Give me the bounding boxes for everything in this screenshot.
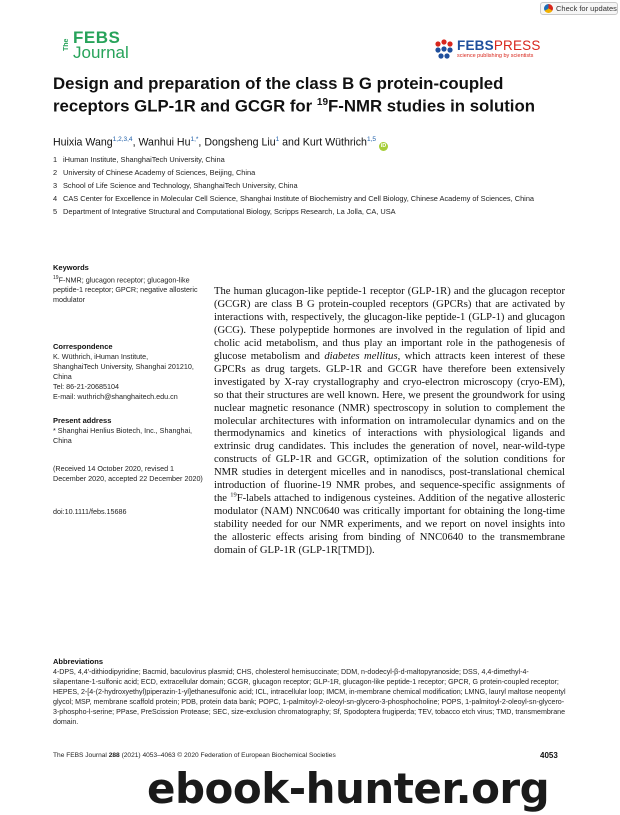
abstract-part-3: F-labels attached to indigenous cysteines. Addition of the negative allosteric modulator (NAM) NNC0640 was critically important for obtaining the long-time stability needed for our NMR experiments, and we report on novel insights into the allosteric effects arising from binding of NNC0640 to the transmembrane domain of GLP-1R (GLP-1R[TMD]). — [214, 493, 566, 557]
journal-logo-name: FEBS — [73, 28, 121, 47]
affiliation-number: 1 — [53, 155, 58, 164]
journal-logo-subtitle: Journal — [73, 43, 129, 62]
abbreviations-heading: Abbreviations — [53, 657, 104, 666]
abbreviations-text: 4-DPS, 4,4′-dithiodipyridine; Bacmid, baculovirus plasmid; CHS, cholesterol hemisuccinate; DDM, n-dodecyl-β-d-maltopyranoside; DSS, 4,4-dimethyl-4-silapentane-1-sulfonic acid; ECD, extracellular domain; GCGR, glucagon receptor; GLP-1R, glucagon-like peptide-1 receptor; GPCR, G protein-coupled receptor; HEPES, 2-[4-(2-hydroxyethyl)piperazin-1-yl]ethanesulfonic acid; ICL, intracellular loop; IMCM, in-membrane chemical modification; LMNG, lauryl maltose neopentyl glycol; MSP, membrane scaffold protein; PDB, protein data bank; POPC, 1-palmitoyl-2-oleoyl-sn-glycero-3-phosphocholine; POPS, 1-palmitoyl-2-oleoyl-sn-glycero-3-phospho-l-serine; PPase, PreScission Protease; SEC, size-exclusion chromatography; Sf, Spodoptera frugiperda; TEV, tobacco etch virus; TMD, transmembrane domain. — [53, 668, 566, 727]
author-separator: , — [132, 136, 139, 149]
orcid-icon[interactable]: iD — [380, 142, 387, 149]
article-title — [53, 74, 563, 116]
correspondence-line: ShanghaiTech University, Shanghai 201210, — [53, 362, 194, 371]
press-logo-press: PRESS — [493, 38, 541, 53]
abstract-italic: diabetes mellitus — [324, 350, 398, 362]
author-name[interactable]: Wanhui Hu — [138, 136, 191, 149]
febs-journal-logo — [63, 29, 133, 63]
correspondence-email[interactable]: E-mail: wuthrich@shanghaitech.edu.cn — [53, 392, 178, 401]
keywords-block — [53, 263, 203, 305]
present-address-block — [53, 416, 203, 446]
author-affiliation-sup[interactable]: 1,2,3,4 — [112, 136, 133, 143]
keywords-heading: Keywords — [53, 263, 89, 272]
check-for-updates-button[interactable] — [540, 2, 618, 15]
author-list — [53, 133, 573, 151]
affiliation-number: 3 — [53, 181, 58, 190]
check-updates-icon — [544, 4, 553, 13]
title-end: F-NMR studies in solution — [328, 96, 535, 116]
author-name[interactable]: Huixia Wang — [53, 136, 113, 149]
febs-press-dots-icon — [433, 38, 455, 60]
abstract-text — [214, 286, 565, 558]
affiliation-text: University of Chinese Academy of Sciences, Beijing, China — [63, 168, 256, 177]
affiliation-number: 5 — [53, 207, 58, 216]
affiliation-list — [53, 155, 563, 220]
author-affiliation-sup[interactable]: 1,* — [190, 136, 199, 143]
press-logo-name — [457, 38, 541, 53]
correspondence-block — [53, 342, 203, 402]
author-separator: and — [279, 136, 303, 149]
check-updates-label: Check for updates — [556, 4, 617, 13]
author-affiliation-sup[interactable]: 1 — [275, 136, 280, 143]
title-main: Design and preparation of the class B G protein-coupled receptors GLP-1R and GCGR for — [53, 74, 504, 116]
author-separator: , — [198, 136, 205, 149]
affiliation-text: School of Life Science and Technology, ShanghaiTech University, China — [63, 181, 298, 190]
affiliation-number: 2 — [53, 168, 58, 177]
author-name[interactable]: Dongsheng Liu — [204, 136, 276, 149]
received-dates: (Received 14 October 2020, revised 1 December 2020, accepted 22 December 2020) — [53, 464, 203, 483]
footer-rest: (2021) 4053–4063 © 2020 Federation of European Biochemical Societies — [119, 752, 336, 759]
correspondence-line: K. Wüthrich, iHuman Institute, — [53, 352, 149, 361]
affiliation-text: iHuman Institute, ShanghaiTech University, China — [63, 155, 225, 164]
keywords-body: F-NMR; glucagon receptor; glucagon-like peptide-1 receptor; GPCR; negative allosteric modulator — [53, 275, 198, 305]
abstract-sup: 19 — [230, 491, 237, 499]
press-logo-febs: FEBS — [457, 38, 494, 53]
abstract-part-1: The human glucagon-like peptide-1 receptor (GLP-1R) and the glucagon receptor (GCGR) are class B G protein-coupled receptors (GPCRs) that are activated by interactions with, respectively, the glucagon-like peptide-1 (GLP-1) and glucagon (GCG). These polypeptide hormones are involved in the regulation of lipid and cholic acid metabolism, and thus play an important role in the pathogenesis of glucose metabolism and — [214, 286, 565, 362]
page-number: 4053 — [540, 751, 558, 760]
footer-journal: The FEBS Journal — [53, 752, 109, 759]
watermark-text: ebook-hunter.org — [147, 764, 550, 813]
doi-link[interactable]: doi:10.1111/febs.15686 — [53, 507, 127, 516]
journal-logo-the: The — [63, 38, 70, 52]
abstract-part-2: , which attracts keen interest of these GPCRs as drug targets. GLP-1R and GCGR have therefore been extensively investigated by X-ray crystallography and cryo-electron microscopy (cryo-EM), so that their structures are well known. Here, we present the groundwork for using nuclear magnetic resonance (NMR) spectroscopy in solution to complement the molecular architectures with information on intramolecular dynamics and on the thermodynamics and kinetics of interactions with physiological ligands and extrinsic drug candidates. This includes the generation of novel, near-wild-type constructs of GLP-1R and GCGR, optimization of the solution conditions for NMR studies in detergent micelles and in nanodiscs, post-translational chemical introduction of fluorine-19 NMR probes, and sequence-specific assignments of the — [214, 350, 565, 505]
affiliation-text: Department of Integrative Structural and Computational Biology, Scripps Research, La Jolla, CA, USA — [63, 207, 396, 216]
keywords-sup: 19 — [53, 275, 59, 281]
affiliation-item — [53, 155, 563, 165]
correspondence-line: China — [53, 372, 72, 381]
present-address-heading: Present address — [53, 416, 112, 425]
febs-press-logo — [433, 37, 543, 63]
keywords-text — [53, 273, 203, 305]
present-address-text: * Shanghai Henlius Biotech, Inc., Shanghai, China — [53, 426, 193, 445]
affiliation-text: CAS Center for Excellence in Molecular Cell Science, Shanghai Institute of Biochemistry and Cell Biology, Chinese Academy of Sciences, China — [63, 194, 535, 203]
correspondence-heading: Correspondence — [53, 342, 113, 351]
press-logo-tagline: science publishing by scientists — [457, 53, 534, 59]
affiliation-item — [53, 207, 563, 217]
author-affiliation-sup[interactable]: 1,5 — [366, 136, 376, 143]
affiliation-number: 4 — [53, 194, 58, 203]
title-sup: 19 — [316, 97, 329, 108]
author-name[interactable]: Kurt Wüthrich — [302, 136, 367, 149]
affiliation-item — [53, 181, 563, 191]
affiliation-item — [53, 194, 563, 204]
correspondence-phone: Tel: 86-21-20685104 — [53, 382, 119, 391]
footer-volume: 288 — [108, 752, 120, 759]
footer-citation — [53, 752, 567, 759]
affiliation-item — [53, 168, 563, 178]
